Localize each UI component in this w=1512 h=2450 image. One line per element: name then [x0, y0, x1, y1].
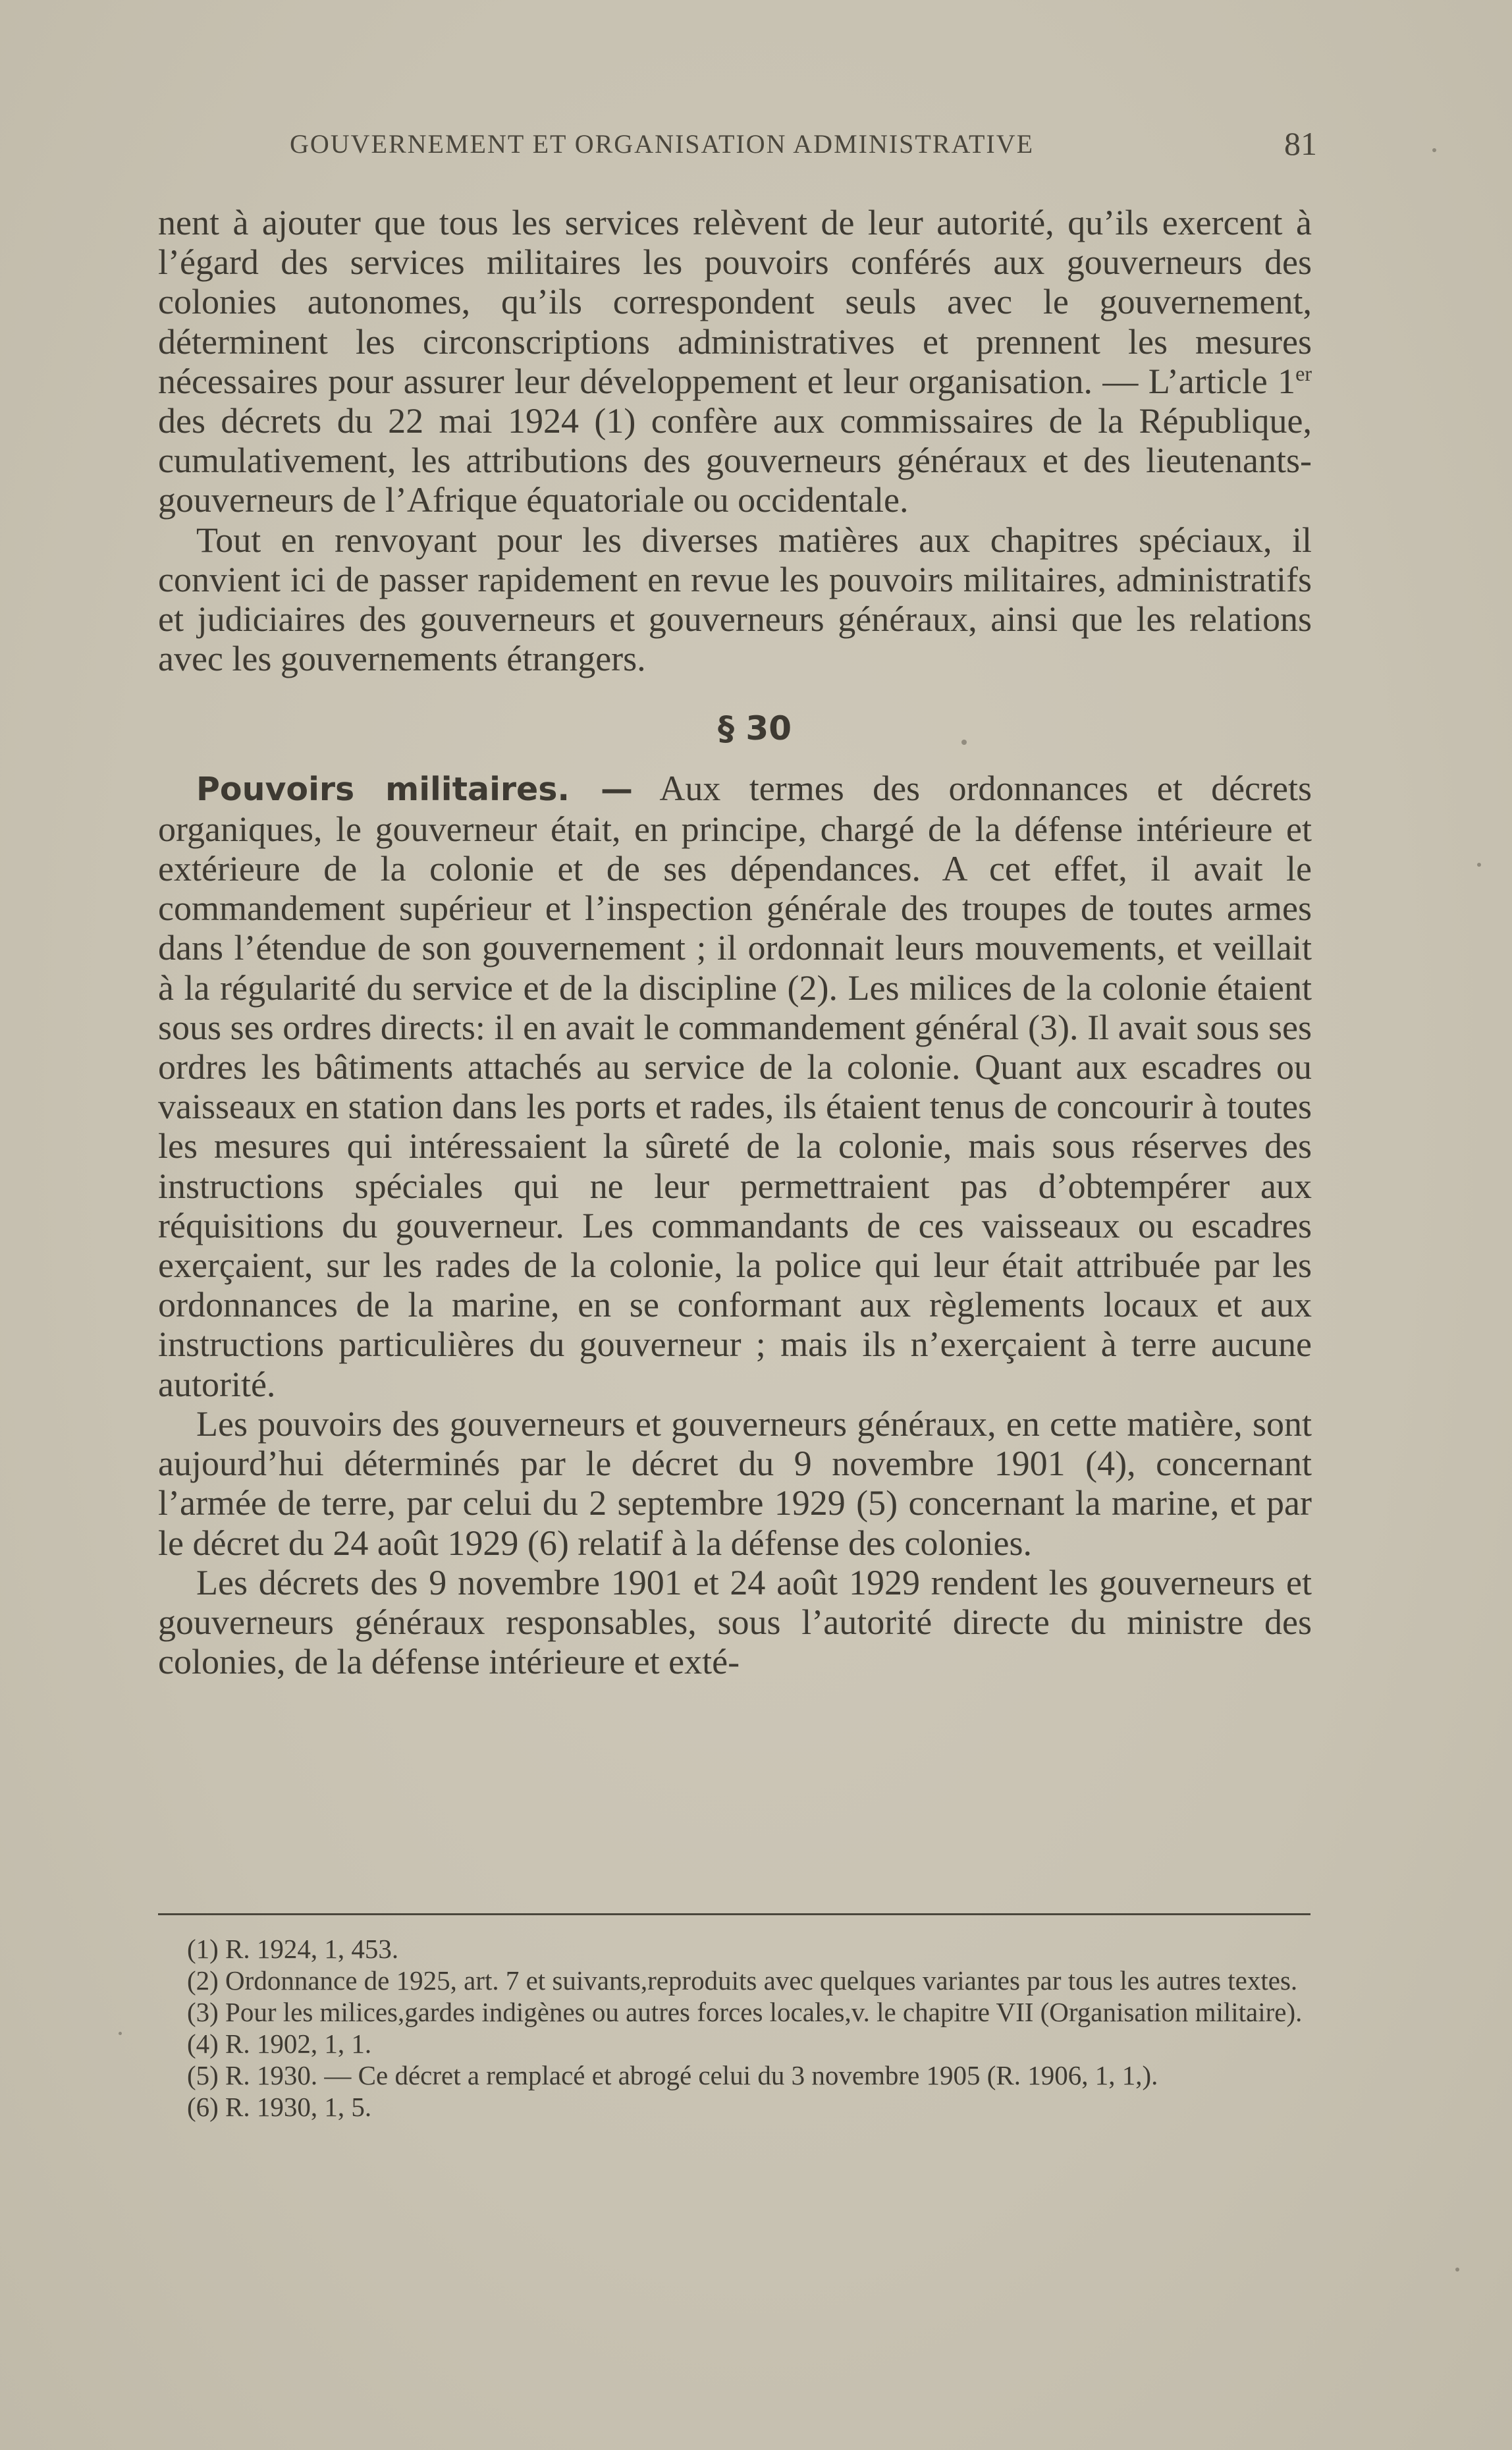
page-number: 81 — [1284, 125, 1317, 162]
paper-speck — [1455, 2268, 1459, 2272]
footnote: (1) R. 1924, 1, 453. — [187, 1934, 399, 1964]
paragraph: Tout en renvoyant pour les diverses matières aux chapitres spéciaux, il convient ici de passer rapidement en revue les pouvoirs militaires, administratifs et judiciaires des gouverneurs et gouverneurs généraux, ainsi que les relations avec les gouvernements étrangers. — [158, 520, 1312, 679]
paper-speck — [1432, 148, 1436, 152]
footnote: (2) Ordonnance de 1925, art. 7 et suivants,reproduits avec quelques variantes par tous les autres textes. — [187, 1965, 1298, 1996]
paragraph: Les pouvoirs des gouverneurs et gouverneurs généraux, en cette matière, sont aujourd’hui déterminés par le décret du 9 novembre 1901 (4), concernant l’armée de terre, par celui du 2 septembre 1929 (5) concernant la marine, et par le décret du 24 août 1929 (6) relatif à la défense des colonies. — [158, 1403, 1312, 1563]
paragraph-text: des décrets du 22 mai 1924 (1) confère aux commissaires de la République, cumulativement, les attributions des gouverneurs généraux et des lieutenants-gouverneurs de l’Afrique équatoriale ou occidentale. — [158, 401, 1312, 520]
section-heading: § 30 — [718, 709, 792, 748]
footnotes — [158, 1933, 1312, 2123]
paragraph-military-powers — [158, 769, 1312, 1404]
paragraph-lead: Pouvoirs militaires. — — [196, 770, 633, 808]
paper-speck — [1477, 863, 1481, 867]
paragraph-continued — [158, 203, 1312, 520]
main-text — [158, 203, 1312, 1681]
paragraph-text: Aux termes des ordonnances et décrets organiques, le gouverneur était, en principe, chargé de la défense intérieure et extérieure de la colonie et de ses dépendances. A cet effet, il avait le commandement supérieur et l’inspection générale des troupes de toutes armes dans l’étendue de son gouvernement ; il ordonnait leurs mouvements, et veillait à la régularité du service et de la discipline (2). Les milices de la colonie étaient sous ses ordres directs: il en avait le commandement général (3). Il avait sous ses ordres les bâtiments attachés au service de la colonie. Quant aux escadres ou vaisseaux en station dans les ports et rades, ils étaient tenus de concourir à toutes les mesures qui intéressaient la sûreté de la colonie, mais sous réserves des instructions spéciales qui ne leur permettraient pas d’obtempérer aux réquisitions du gouverneur. Les commandants de ces vaisseaux ou escadres exerçaient, sur les rades de la colonie, la police qui leur était attribuée par les ordonnances de la marine, en se conformant aux règlements locaux et aux instructions particulières du gouverneur ; mais ils n’exerçaient à terre aucune autorité. — [158, 768, 1312, 1404]
paper-speck — [961, 740, 967, 745]
footnote: (5) R. 1930. — Ce décret a remplacé et abrogé celui du 3 novembre 1905 (R. 1906, 1, 1,). — [187, 2060, 1158, 2090]
footnote: (6) R. 1930, 1, 5. — [187, 2092, 372, 2122]
page-header — [158, 125, 1317, 168]
footnote: (3) Pour les milices,gardes indigènes ou autres forces locales,v. le chapitre VII (Organisation militaire). — [187, 1997, 1303, 2027]
footnote-divider — [158, 1913, 1310, 1915]
paragraph: Les décrets des 9 novembre 1901 et 24 août 1929 rendent les gouverneurs et gouverneurs généraux responsables, sous l’autorité directe du ministre des colonies, de la défense intérieure et exté- — [158, 1562, 1312, 1682]
footnote: (4) R. 1902, 1, 1. — [187, 2028, 372, 2059]
paper-speck — [119, 2032, 122, 2035]
superscript: er — [1295, 361, 1312, 385]
paragraph-text: nent à ajouter que tous les services relèvent de leur autorité, qu’ils exercent à l’égard des services militaires les pouvoirs conférés aux gouverneurs des colonies autonomes, qu’ils correspondent seuls avec le gouvernement, déterminent les circonscriptions administratives et prennent les mesures nécessaires pour assurer leur développement et leur organisation. — L’article 1 — [158, 203, 1312, 401]
running-title: GOUVERNEMENT ET ORGANISATION ADMINISTRATIVE — [290, 129, 1035, 159]
